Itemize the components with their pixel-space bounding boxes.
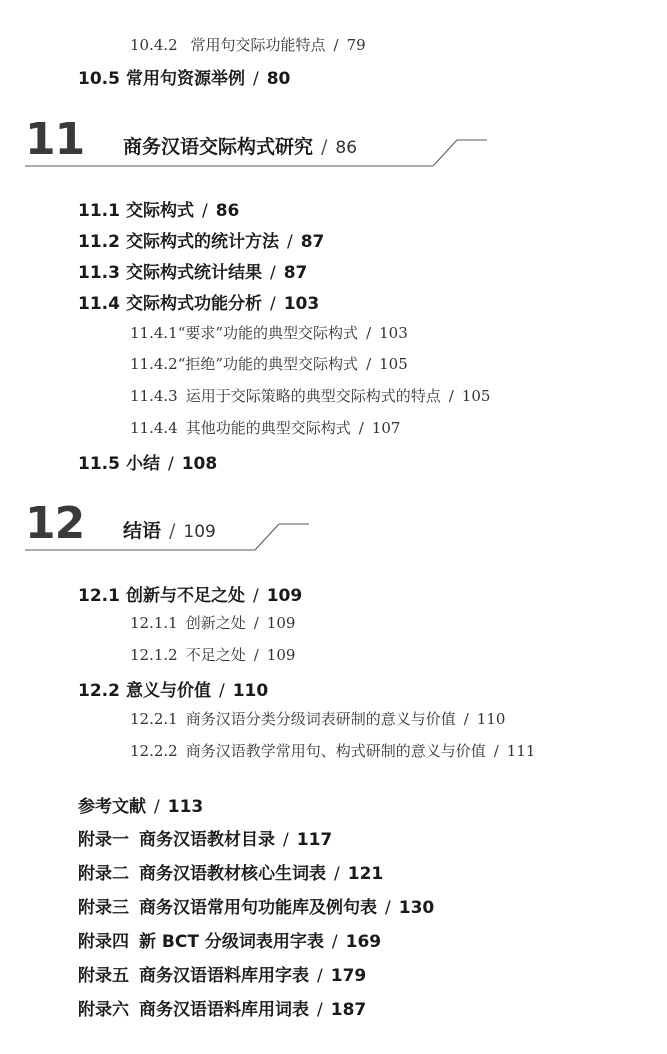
chapter-number: 11 — [25, 114, 85, 165]
toc-entry-12-2-2[interactable] — [130, 740, 535, 761]
chapter-title: 商务汉语交际构式研究 — [123, 136, 314, 158]
entry-title: “要求”功能的典型交际构式 — [177, 324, 359, 342]
toc-entry-11-4-1[interactable] — [130, 322, 408, 343]
separator: / — [334, 864, 340, 884]
toc-entry-references[interactable] — [78, 792, 203, 817]
toc-entry-11-2[interactable] — [78, 227, 324, 252]
entry-title: 其他功能的典型交际构式 — [185, 419, 351, 437]
entry-title: 商务汉语分类分级词表研制的意义与价值 — [185, 710, 456, 728]
toc-entry-12-1-1[interactable] — [130, 612, 295, 633]
entry-title: 商务汉语常用句功能库及例句表 — [139, 898, 377, 918]
entry-page: 87 — [283, 263, 308, 283]
chapter-rule — [25, 498, 505, 552]
entry-title: 交际构式 — [125, 201, 194, 221]
entry-number: 11.5 — [78, 454, 120, 474]
toc-entry-11-5[interactable] — [78, 449, 217, 474]
separator: / — [283, 830, 289, 850]
entry-page: 117 — [296, 830, 333, 850]
chapter-page: 86 — [335, 138, 358, 158]
separator: / — [269, 294, 276, 314]
entry-title: 意义与价值 — [125, 681, 211, 701]
entry-title: 创新之处 — [185, 614, 246, 632]
separator: / — [167, 454, 174, 474]
toc-entry-appendix-2[interactable] — [78, 859, 383, 884]
entry-number: 11.3 — [78, 263, 120, 283]
separator: / — [493, 742, 499, 760]
entry-number: 11.1 — [78, 201, 120, 221]
entry-title: 小结 — [125, 454, 160, 474]
separator: / — [169, 520, 176, 542]
entry-page: 80 — [266, 69, 291, 89]
entry-title: 交际构式统计结果 — [125, 263, 262, 283]
separator: / — [385, 898, 391, 918]
entry-number: 12.2 — [78, 681, 120, 701]
chapter-page: 109 — [183, 522, 216, 542]
entry-page: 121 — [347, 864, 384, 884]
toc-entry-appendix-3[interactable] — [78, 893, 434, 918]
appendix-label: 附录五 — [78, 966, 129, 986]
toc-entry-appendix-6[interactable] — [78, 995, 366, 1020]
separator: / — [331, 932, 338, 952]
entry-page: 110 — [232, 681, 269, 701]
separator: / — [252, 69, 259, 89]
entry-page: 111 — [506, 742, 536, 760]
entry-number: 11.4.1 — [130, 324, 178, 342]
separator: / — [448, 387, 454, 405]
entry-title: 商务汉语语料库用词表 — [139, 1000, 309, 1020]
appendix-label: 附录一 — [78, 830, 129, 850]
chapter-title-line — [123, 516, 216, 543]
separator: / — [201, 201, 208, 221]
entry-number: 12.1 — [78, 586, 120, 606]
separator: / — [366, 324, 372, 342]
chapter-title-line — [123, 132, 357, 159]
entry-number: 12.2.1 — [130, 710, 178, 728]
separator: / — [366, 355, 372, 373]
entry-number: 12.2.2 — [130, 742, 178, 760]
toc-entry-appendix-4[interactable] — [78, 927, 381, 952]
entry-title: 创新与不足之处 — [125, 586, 245, 606]
separator: / — [218, 681, 225, 701]
entry-title: 运用于交际策略的典型交际构式的特点 — [185, 387, 441, 405]
separator: / — [269, 263, 276, 283]
entry-number: 10.4.2 — [130, 36, 178, 54]
entry-title: 不足之处 — [185, 646, 246, 664]
entry-title: 交际构式功能分析 — [125, 294, 262, 314]
toc-entry-12-2-1[interactable] — [130, 708, 505, 729]
toc-entry-11-4-2[interactable] — [130, 353, 408, 374]
appendix-label: 附录三 — [78, 898, 129, 918]
toc-entry-10-4-2[interactable] — [130, 34, 366, 55]
entry-page: 105 — [379, 355, 408, 373]
entry-page: 109 — [266, 646, 296, 664]
toc-entry-12-2[interactable] — [78, 676, 268, 701]
separator: / — [286, 232, 293, 252]
entry-page: 109 — [266, 614, 296, 632]
entry-number: 11.4.2 — [130, 355, 178, 373]
entry-page: 130 — [398, 898, 435, 918]
separator: / — [252, 586, 259, 606]
entry-title: 商务汉语教材目录 — [139, 830, 275, 850]
separator: / — [317, 966, 323, 986]
entry-page: 113 — [167, 797, 204, 817]
separator: / — [463, 710, 469, 728]
separator: / — [358, 419, 364, 437]
appendix-label: 附录四 — [78, 932, 129, 952]
entry-page: 103 — [283, 294, 320, 314]
appendix-label: 附录六 — [78, 1000, 129, 1020]
chapter-number: 12 — [25, 498, 85, 549]
chapter-title: 结语 — [123, 520, 162, 542]
entry-number: 11.4.4 — [130, 419, 178, 437]
separator: / — [253, 646, 259, 664]
entry-title: 交际构式的统计方法 — [125, 232, 279, 252]
entry-number: 10.5 — [78, 69, 120, 89]
entry-page: 87 — [300, 232, 325, 252]
chapter-11-heading[interactable] — [25, 114, 505, 168]
separator: / — [333, 36, 339, 54]
chapter-12-heading[interactable] — [25, 498, 505, 552]
separator: / — [253, 614, 259, 632]
entry-page: 179 — [330, 966, 367, 986]
entry-title: 常用句资源举例 — [125, 69, 245, 89]
entry-number: 11.4 — [78, 294, 120, 314]
entry-number: 12.1.1 — [130, 614, 178, 632]
toc-entry-appendix-5[interactable] — [78, 961, 366, 986]
entry-title: “拒绝”功能的典型交际构式 — [177, 355, 359, 373]
entry-page: 103 — [379, 324, 408, 342]
separator: / — [321, 136, 328, 158]
separator: / — [317, 1000, 323, 1020]
appendix-label: 附录二 — [78, 864, 129, 884]
entry-page: 109 — [266, 586, 303, 606]
toc-entry-10-5[interactable] — [78, 64, 290, 89]
entry-title: 商务汉语教材核心生词表 — [139, 864, 326, 884]
entry-number: 11.4.3 — [130, 387, 178, 405]
entry-page: 108 — [181, 454, 218, 474]
entry-page: 105 — [461, 387, 491, 405]
entry-page: 187 — [330, 1000, 367, 1020]
entry-number: 11.2 — [78, 232, 120, 252]
entry-page: 110 — [476, 710, 506, 728]
entry-title: 参考文献 — [78, 797, 146, 817]
toc-entry-11-4[interactable] — [78, 289, 319, 314]
toc-entry-11-4-4[interactable] — [130, 417, 400, 438]
entry-title: 商务汉语语料库用字表 — [139, 966, 309, 986]
entry-title: 新 BCT 分级词表用字表 — [139, 932, 324, 952]
separator: / — [154, 797, 160, 817]
entry-page: 107 — [371, 419, 401, 437]
entry-title: 常用句交际功能特点 — [190, 36, 326, 54]
toc-entry-12-1[interactable] — [78, 581, 302, 606]
entry-page: 79 — [346, 36, 366, 54]
entry-page: 86 — [215, 201, 240, 221]
toc-entry-11-1[interactable] — [78, 196, 239, 221]
entry-title: 商务汉语教学常用句、构式研制的意义与价值 — [185, 742, 486, 760]
toc-entry-11-4-3[interactable] — [130, 385, 490, 406]
toc-entry-12-1-2[interactable] — [130, 644, 295, 665]
entry-number: 12.1.2 — [130, 646, 178, 664]
entry-page: 169 — [345, 932, 382, 952]
toc-entry-11-3[interactable] — [78, 258, 307, 283]
toc-entry-appendix-1[interactable] — [78, 825, 332, 850]
